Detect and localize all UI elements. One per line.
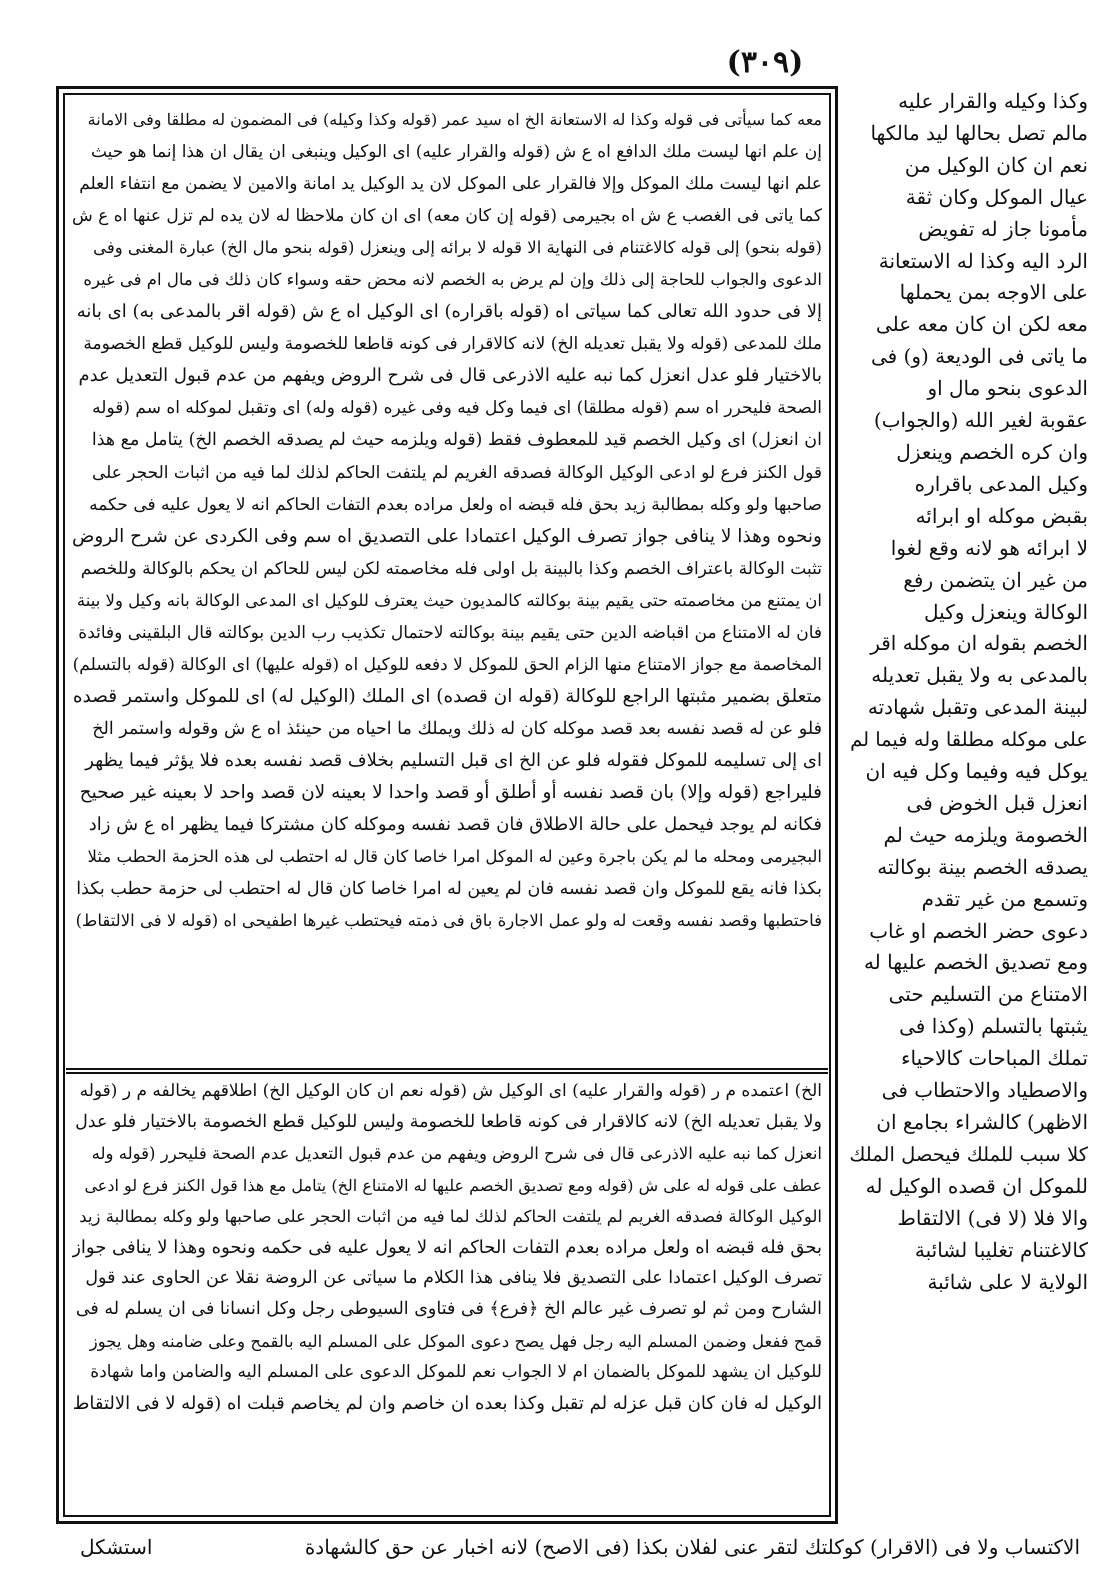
page-number: (۳۰۹) <box>726 45 804 80</box>
commentary-line: بالاختيار فلو عدل انعزل كما نبه عليه الاذرعى قال فى شرح الروض ويفهم من عدم قبول التعديل عدم <box>78 365 822 387</box>
commentary-line: انعزل كما نبه عليه الاذرعى قال فى شرح الروض ويفهم من عدم قبول التعديل عدم الصحة فليحرر (قوله وله <box>91 1144 822 1164</box>
main-text-line: ما ياتى فى الوديعة (و) فى <box>870 344 1088 369</box>
main-text-line: يصدقه الخصم بينة بوكالته <box>877 854 1088 879</box>
commentary-line: كما ياتى فى الغصب ع ش اه بجيرمى (قوله إن كان معه) اى ان كان ملاحظا له لان يده لم تزل عنها اه ع ش <box>72 206 822 227</box>
main-text-line: على الاوجه بمن يحملها <box>899 280 1088 305</box>
main-text-line: يثبتها بالتسلم (وكذا فى <box>899 1014 1088 1039</box>
main-text-line: معه لكن ان كان معه على <box>875 312 1088 337</box>
main-text-line: الرد اليه وكذا له الاستعانة <box>878 248 1088 273</box>
commentary-line: عطف على قوله له على ش (قوله ومع تصديق الخصم عليها له الامتناع الخ) يتامل مع هذا قول الكنز فرع لو ادعى <box>84 1175 822 1195</box>
main-text-line: عقوبة لغير الله (والجواب) <box>873 408 1088 433</box>
main-text-line: الدعوى بنحو مال او <box>927 376 1088 401</box>
main-text-line: على موكله مطلقا وله فيما لم <box>850 728 1088 752</box>
commentary-line: ونحوه وهذا لا ينافى جواز تصرف الوكيل اعتمادا على التصديق اه سم وفى الكردى عن شرح الروض <box>72 525 822 547</box>
commentary-line: الدعوى والجواب للحاجة إلى ذلك وإن لم يرض به الخصم لانه محض حقه وسواء كان ذلك فى مال ام فى غيره <box>83 270 822 290</box>
footer-text-line: الاكتساب ولا فى (الاقرار) كوكلتك لتقر عنى لفلان بكذا (فى الاصح) لانه اخبار عن حق كالشهادة <box>304 1535 1080 1559</box>
commentary-line: الصحة فليحرر اه سم (قوله مطلقا) اى فيما وكل فيه وفى غيره (قوله وله) اى وتقبل لموكله اه سم (قوله <box>92 398 822 419</box>
commentary-line: إلا فى حدود الله تعالى كما سياتى اه (قوله باقراره) اى الوكيل اه ع ش (قوله اقر بالمدعى به) اى بانه <box>76 301 822 323</box>
commentary-line: قمح ففعل وضمن المسلم اليه رجل فهل يصح دعوى الموكل على المسلم اليه بالقمح وعلى ضامنه وهل يجوز <box>89 1331 822 1351</box>
commentary-line: فلو عن له قصد نفسه بعد قصد موكله كان له ذلك ويملك ما احياه من حينئذ اه ع ش وقوله واستمر الخ <box>92 718 822 739</box>
main-text-line: يوكل فيه وفيما وكل فيه ان <box>865 759 1088 784</box>
commentary-line: الوكيل الوكالة فصدقه الغريم لم يلتفت الحاكم لذلك لما فيه من اثبات الحجر على صاحبها ولو وكله بمطالبة زيد <box>79 1206 822 1226</box>
main-text-line: ومع تصديق الخصم عليها له <box>863 950 1088 975</box>
commentary-line: تصرف الوكيل اعتمادا على التصديق فلا ينافى هذا الكلام ما سياتى عن الروضة نقلا عن الحاوى عند قول <box>85 1268 822 1289</box>
main-text-line: الوكالة وينعزل وكيل <box>924 599 1088 624</box>
main-text-line: الاظهر) كالشراء بجامع ان <box>876 1110 1088 1134</box>
commentary-lower-block <box>72 1076 822 1512</box>
main-text-line: مالم تصل بحالها ليد مالكها <box>870 120 1088 145</box>
main-text-line: تملك المباحات كالاحياء <box>901 1046 1088 1071</box>
section-divider-inner <box>66 1072 828 1074</box>
main-text-column <box>848 86 1088 1526</box>
commentary-line: قول الكنز فرع لو ادعى الوكيل الوكالة فصدقه الغريم لم يلتفت الحاكم لذلك لما فيه من اثبات الحجر على <box>91 462 822 483</box>
commentary-line: ولا يقبل تعديله الخ) لانه كالاقرار فى كونه قاطعا للخصومة وليس للوكيل قطع الخصومة بالاختيار فلو عدل <box>75 1112 822 1133</box>
main-text-line: الخصومة ويلزمه حيث لم <box>883 822 1088 847</box>
main-text-line: الخصم بقوله ان موكله اقر <box>870 631 1088 656</box>
main-text-line: وتسمع من غير تقدم <box>921 886 1088 911</box>
commentary-line: بحق فله قبضه اه ولعل مراده بعدم التفات الحاكم انه لا يعول عليه فى حكمه ونحوه وهذا لا ينافى جواز <box>72 1237 822 1259</box>
main-text-line: انعزل قبل الخوض فى <box>906 790 1088 815</box>
commentary-line: الخ) اعتمده م ر (قوله والقرار عليه) اى الوكيل ش (قوله نعم ان كان الوكيل الخ) اطلاقهم يخالفه م ر (قوله <box>79 1081 822 1101</box>
main-text-line: لبينة المدعى وتقبل شهادته <box>867 695 1088 720</box>
main-text-line: وكذا وكيله والقرار عليه <box>898 89 1088 113</box>
main-text-line: للموكل ان قصده الوكيل له <box>865 1173 1088 1198</box>
commentary-line: (قوله بنحو) إلى قوله كالاغتنام فى النهاية الا قوله لا برائه إلى وينعزل (قوله بنحو مال الخ) عبارة المغنى وفى <box>93 238 822 258</box>
commentary-line: ان يمتنع من مخاصمته حتى يقيم بينة بوكالته كالمديون حيث يعترف للوكيل اى المدعى الوكالة بانه وكيل ولا بينة <box>76 590 822 610</box>
commentary-line: فان له الامتناع من اقباضه الدين حتى يقيم بينة بوكالته لاحتمال تكذيب رب الدين بوكالته قال البلقينى وفائدة <box>78 622 822 643</box>
main-text-line: مأمونا جاز له تفويض <box>918 216 1088 241</box>
commentary-line: الوكيل له فان كان قبل عزله لم تقبل وكذا بعده ان خاصم وان لم يخاصم قبلت اه (قوله لا فى الالتقاط <box>72 1393 822 1415</box>
commentary-line: إن علم انها ليست ملك الدافع اه ع ش (قوله والقرار عليه) اى الوكيل وينبغى ان يقال ان هذا إنما هو حيث <box>90 142 822 163</box>
commentary-line: بكذا فانه يقع للموكل وان قصد نفسه فان لم يعين له امرا خاصا كان قال له احتطب لى حزمة حطب بكذا <box>76 879 822 900</box>
catchword: استشكل <box>80 1535 153 1559</box>
commentary-line: متعلق بضمير مثبتها الراجع للوكالة (قوله ان قصده) اى الملك (الوكيل له) اى للموكل واستمر قصده <box>72 685 822 707</box>
main-text-line: نعم ان كان الوكيل من <box>904 152 1088 177</box>
main-text-line: عيال الموكل وكان ثقة <box>905 184 1088 209</box>
commentary-line: للوكيل ان يشهد للموكل بالضمان ام لا الجواب نعم للموكل الدعوى على المسلم اليه والضامن واما شهادة <box>90 1361 822 1382</box>
main-text-line: الولاية لا على شائبة <box>927 1269 1088 1294</box>
main-text-line: وكيل المدعى باقراره <box>914 471 1088 496</box>
commentary-line: فكانه لم يوجد فيحمل على حالة الاطلاق فان قصد نفسه وموكله كان مشتركا فيما يظهر اه ع ش زاد <box>88 814 822 836</box>
main-text-line: لا ابرائه هو لانه وقع لغوا <box>890 535 1088 560</box>
main-text-line: والا فلا (لا فى) الالتقاط <box>897 1205 1088 1230</box>
main-text-line: الامتناع من التسليم حتى <box>888 982 1088 1007</box>
commentary-line: ملك للمدعى (قوله ولا يقبل تعديله الخ) لانه كالاقرار فى كونه قاطعا للخصومة وليس للوكيل قطع الخصومة <box>83 334 822 355</box>
commentary-line: تثبت الوكالة باعتراف الخصم وكذا بالبينة بل اولى فله مخاصمته لكن ليس للحاكم ان يحكم بالوكالة وللخصم <box>80 558 822 579</box>
main-text-line: والاصطياد والاحتطاب فى <box>881 1078 1088 1103</box>
commentary-line: المخاصمة مع جواز الامتناع منها الزام الحق للموكل لا دفعه للوكيل اه (قوله عليها) اى الوكالة (قوله بالتسلم) <box>72 654 822 675</box>
main-text-line: بقبض موكله او ابرائه <box>915 503 1088 528</box>
main-text-line: دعوى حضر الخصم او غاب <box>869 918 1088 943</box>
commentary-line: اى إلى تسليمه للموكل فقوله فلو عن الخ اى قبل التسليم بخلاف قصد نفسه بعده فلا يؤثر فيما يظهر <box>85 749 822 771</box>
commentary-line: صاحبها ولو وكله بمطالبة زيد بحق فله قبضه اه ولعل مراده بعدم التفات الحاكم انه لا يعول عليه فى حكمه <box>89 494 822 515</box>
commentary-line: فليراجع (قوله وإلا) بان قصد نفسه أو أطلق أو قصد واحدا لا بعينه لان قصد واحد لا بعينه غير صحيح <box>79 781 822 803</box>
main-text-line: من غير ان يتضمن رفع <box>903 567 1088 592</box>
commentary-line: الشارح ومن ثم لو تصرف غير عالم الخ ﴿فرع﴾ فى فتاوى السيوطى رجل وكل انسانا فى ان يسلم له فى <box>75 1299 822 1320</box>
main-text-line: بالمدعى به ولا يقبل تعديله <box>871 663 1088 688</box>
commentary-line: معه كما سيأتى فى قوله وكذا له الاستعانة الخ اه سيد عمر (قوله وكذا وكيله) فى المضمون له مطلقا وفى الامانة <box>87 110 822 129</box>
main-text-line: كلا سبب للملك فيحصل الملك <box>849 1142 1088 1166</box>
commentary-upper-block <box>72 104 822 1066</box>
page-footer <box>80 1532 1080 1562</box>
commentary-line: فاحتطبها وقصد نفسه وقعت له ولو عمل الاجارة باق فى ذمته فيحتطب غيرها اطفيحى اه (قوله لا فى الالتقاط) <box>75 911 822 931</box>
section-divider <box>66 1068 828 1070</box>
commentary-line: علم انها ليست ملك الموكل وإلا فالقرار على الموكل لان يد الوكيل يد امانة والامين لا يضمن مع انتفاء العلم <box>79 174 822 195</box>
main-text-line: وان كره الخصم وينعزل <box>896 439 1088 464</box>
commentary-line: البجيرمى ومحله ما لم يكن باجرة وعين له الموكل امرا خاصا كان قال له احتطب لى هذه الحزمة الحطب مثلا <box>87 847 822 867</box>
main-text-line: كالاغتنام تغليبا لشائبة <box>914 1237 1088 1262</box>
commentary-line: ان انعزل) اى وكيل الخصم قيد للمعطوف فقط (قوله ويلزمه حيث لم يصدقه الخصم الخ) يتامل مع هذا <box>91 430 822 451</box>
